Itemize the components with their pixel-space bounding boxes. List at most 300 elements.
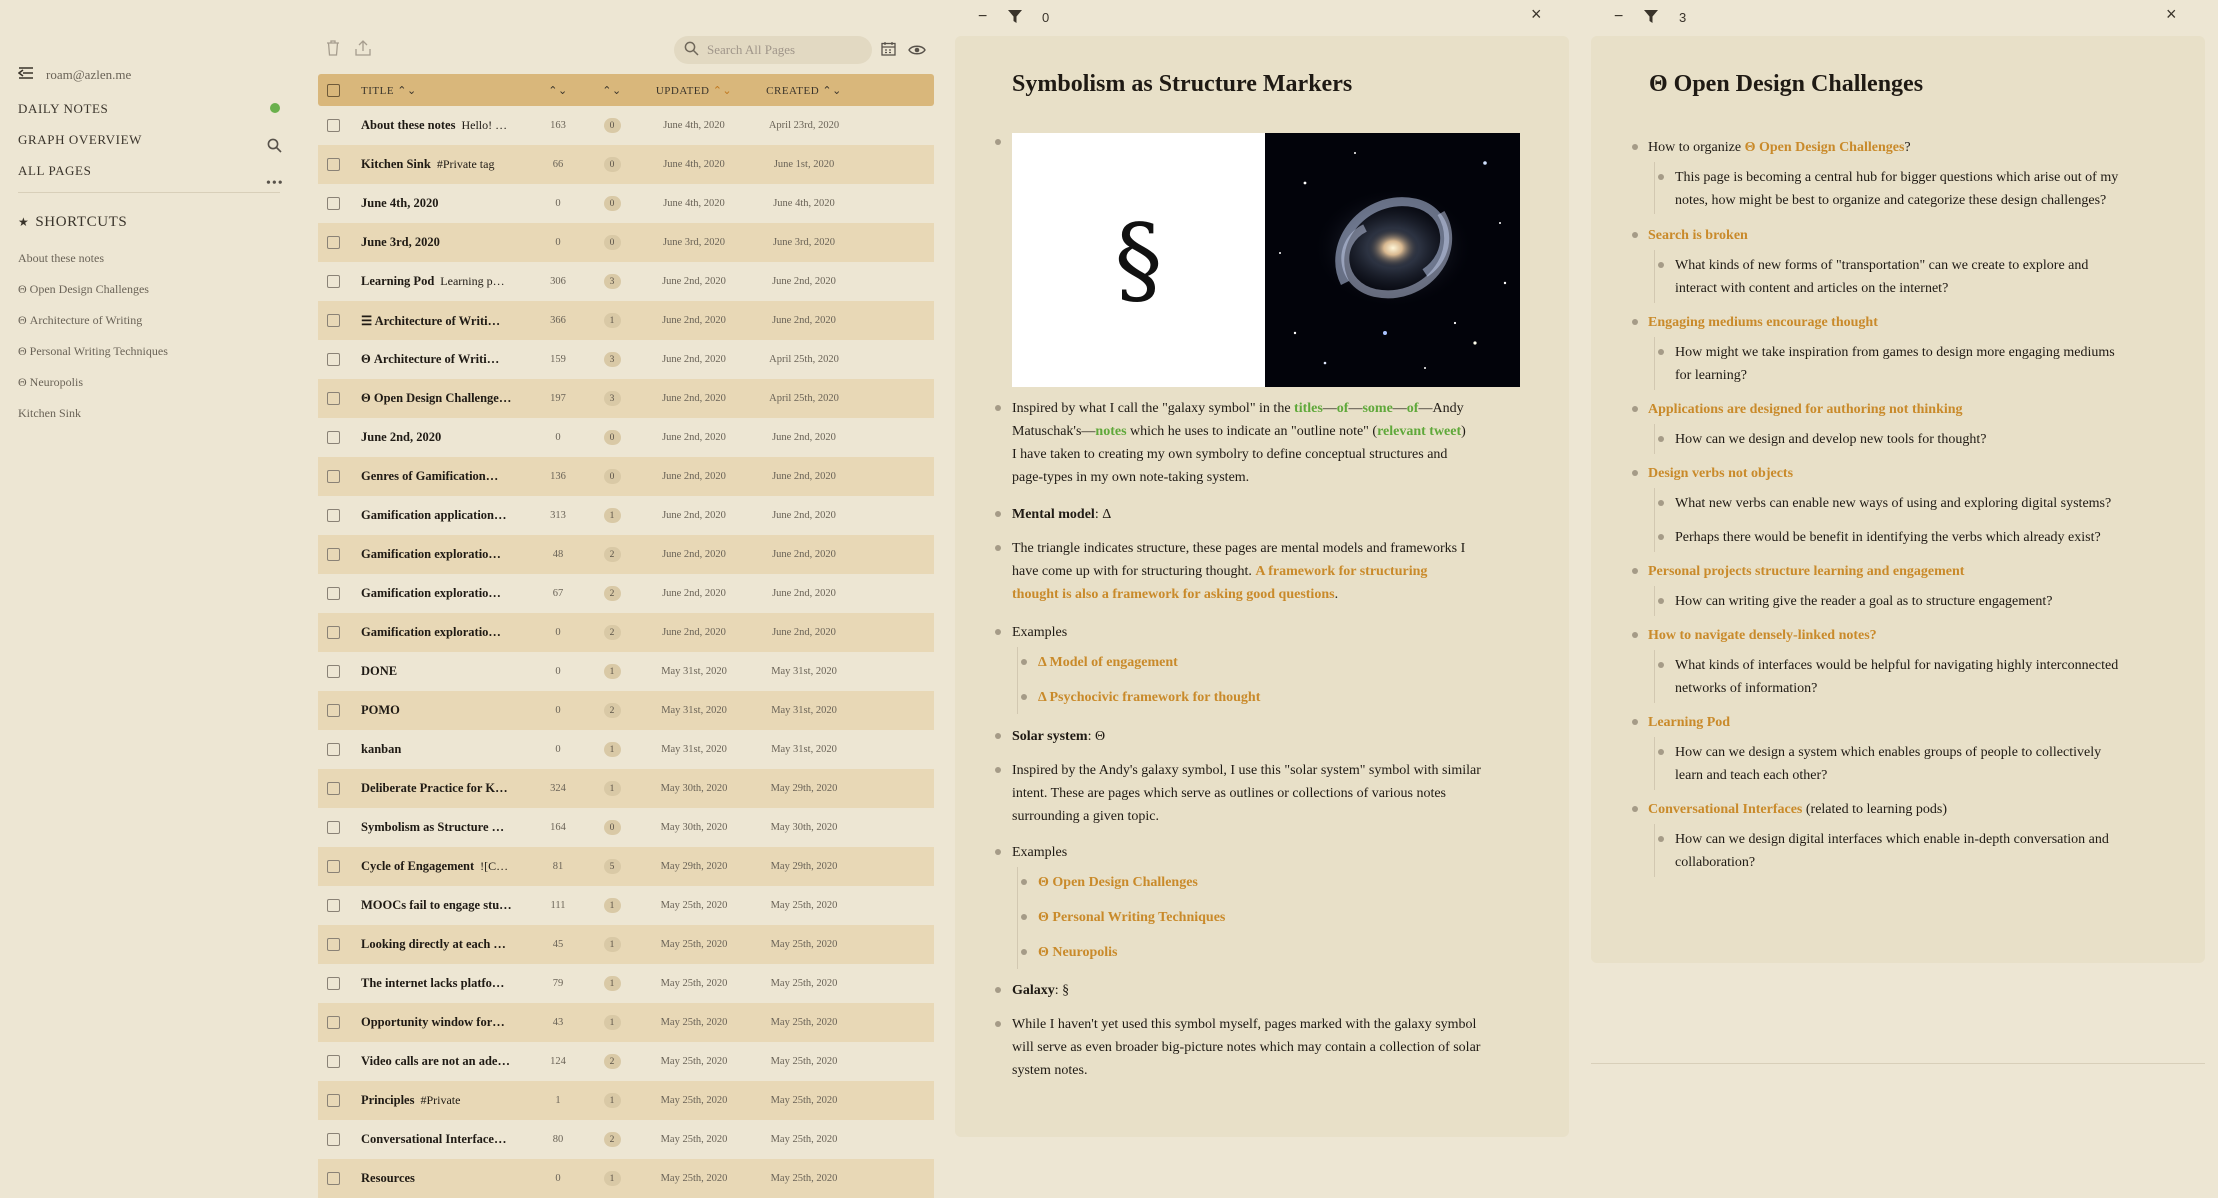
table-row[interactable] [318,808,934,847]
indent-guide [1654,488,1655,552]
bullet [995,545,1001,551]
link[interactable]: thought is also a framework for asking good questions [1012,587,1335,602]
galaxy-label: Galaxy: § [1012,983,1070,998]
link[interactable]: Θ Open Design Challenges [1744,140,1905,155]
row-checkbox[interactable] [327,860,340,873]
row-checkbox[interactable] [327,743,340,756]
column-title[interactable]: TITLE ⌃⌄ [361,84,417,97]
link[interactable]: relevant tweet [1377,424,1462,439]
row-checkbox[interactable] [327,392,340,405]
left-sidebar [0,0,300,1196]
table-row[interactable] [318,340,934,379]
bullet [995,733,1001,739]
row-checkbox[interactable] [327,509,340,522]
page-title-cell[interactable]: Kitchen Sink #Private tag [361,157,495,171]
table-row[interactable] [318,184,934,223]
reference-count: 0 [585,235,639,250]
row-checkbox[interactable] [327,158,340,171]
shortcut-item[interactable]: About these notes [18,251,104,265]
minimize-icon[interactable]: − [978,8,988,25]
bullet [995,849,1001,855]
table-row[interactable] [318,145,934,184]
bullet [995,405,1001,411]
shortcuts-header: ★ SHORTCUTS [18,214,128,230]
bullet [1632,470,1638,476]
column-updated[interactable]: UPDATED ⌃⌄ [655,84,733,97]
word-count: 163 [550,120,566,131]
bullet [1021,879,1027,885]
indent-guide [1654,737,1655,790]
link[interactable]: A framework for structuring [1255,564,1428,579]
updated-date: June 2nd, 2020 [662,354,726,365]
created-date: May 29th, 2020 [770,783,838,794]
page-title-cell[interactable]: Conversational Interface… [361,1132,507,1146]
outline-item [1648,711,2148,734]
examples-label: Examples [1012,625,1068,640]
bullet [1658,436,1664,442]
bullet [1658,836,1664,842]
bullet [1632,232,1638,238]
link[interactable]: Θ Neuropolis [1038,945,1118,960]
page-title-cell[interactable]: Gamification exploratio… [361,625,501,639]
link[interactable]: notes [1095,424,1127,439]
page-preview: Hello! … [461,118,508,132]
page-title-cell[interactable]: DONE [361,664,398,678]
link[interactable]: Engaging mediums encourage thought [1648,315,1878,330]
link[interactable]: Applications are designed for authoring not thinking [1648,402,1963,417]
row-checkbox[interactable] [327,899,340,912]
column-words[interactable] [531,84,585,97]
row-checkbox[interactable] [327,665,340,678]
bullet [1021,914,1027,920]
solar-system-label: Solar system: Θ [1012,729,1106,744]
filter-icon[interactable] [1644,10,1658,26]
shortcut-item[interactable]: Θ Personal Writing Techniques [18,344,168,358]
page-preview: #Private [420,1093,461,1107]
sort-icon[interactable]: ⌃⌄ [602,84,622,97]
reference-count: 2 [585,625,639,640]
table-row[interactable] [318,574,934,613]
row-checkbox[interactable] [327,1094,340,1107]
word-count: 324 [550,783,566,794]
sort-icon[interactable]: ⌃⌄ [397,84,417,97]
table-row[interactable] [318,652,934,691]
sidebar-divider [18,192,280,193]
bullet [995,511,1001,517]
word-count: 66 [552,159,564,170]
search-input[interactable] [674,36,872,64]
page-title-cell[interactable]: POMO [361,703,400,717]
page-title-cell[interactable]: June 2nd, 2020 [361,430,442,444]
page-preview: #Private tag [436,157,495,171]
table-row[interactable] [318,925,934,964]
table-row[interactable] [318,418,934,457]
link[interactable]: of [1336,401,1349,416]
filter-icon[interactable] [1008,10,1022,26]
created-date: April 25th, 2020 [769,354,839,365]
reference-count: 1 [585,781,639,796]
sort-icon[interactable]: ⌃⌄ [548,84,568,97]
word-count: 0 [555,237,561,248]
link[interactable]: Conversational Interfaces [1648,802,1803,817]
created-date: May 31st, 2020 [771,744,837,755]
shortcut-item[interactable]: Θ Neuropolis [18,375,83,389]
row-checkbox[interactable] [327,938,340,951]
outline-subitem: This page is becoming a central hub for bigger questions which arise out of my notes, how might be best to organize and categorize these design challenges? [1675,170,2119,208]
row-checkbox[interactable] [327,1133,340,1146]
row-checkbox[interactable] [327,977,340,990]
link[interactable]: titles [1294,401,1323,416]
page-title-cell[interactable]: About these notes Hello! … [361,118,508,132]
updated-date: May 25th, 2020 [660,900,728,911]
column-created[interactable]: CREATED ⌃⌄ [766,84,842,97]
word-count: 43 [552,1017,564,1028]
reference-count: 3 [585,352,639,367]
table-row[interactable] [318,1003,934,1042]
user-row[interactable] [18,66,131,84]
bullet [1632,719,1638,725]
word-count: 81 [552,861,564,872]
updated-date: June 2nd, 2020 [662,276,726,287]
paragraph-galaxy-symbol: Inspired by what I call the "galaxy symbol" in the titles—of—some—of—Andy Matuschak's—notes which he uses to indicate an "outline note" (relevant tweet) I have taken to creating my own symbolry to define conceptual structures and page-types in my own note-taking system. [1012,401,1466,485]
search-icon [684,41,699,60]
search-icon[interactable] [267,138,282,158]
outline-subitem: How can we design a system which enables groups of people to collectively learn and teach each other? [1675,745,2102,783]
reference-count: 3 [585,274,639,289]
page-title-cell[interactable]: June 4th, 2020 [361,196,439,210]
table-row[interactable] [318,730,934,769]
page-title: Symbolism as Structure Markers [1012,71,1353,97]
link[interactable]: Θ Open Design Challenges [1038,875,1198,890]
indent-guide [1654,250,1655,303]
table-row[interactable] [318,691,934,730]
table-row[interactable] [318,457,934,496]
table-row[interactable] [318,262,934,301]
word-count: 0 [555,666,561,677]
table-row[interactable] [318,847,934,886]
page-title-cell[interactable]: Learning Pod Learning p… [361,274,505,288]
sort-icon[interactable]: ⌃⌄ [822,84,842,97]
page-title-cell[interactable]: Opportunity window for… [361,1015,505,1029]
created-date: June 2nd, 2020 [772,276,836,287]
table-row[interactable] [318,1081,934,1120]
link[interactable]: Learning Pod [1648,715,1731,730]
updated-date: June 3rd, 2020 [662,237,726,248]
link[interactable]: Θ Personal Writing Techniques [1038,910,1226,925]
page-title-cell[interactable]: Resources [361,1171,415,1185]
bullet [1658,662,1664,668]
word-count: 48 [552,549,564,560]
bullet [1021,694,1027,700]
row-checkbox[interactable] [327,1055,340,1068]
created-date: June 2nd, 2020 [772,471,836,482]
created-date: May 31st, 2020 [771,705,837,716]
page-title-cell[interactable]: June 3rd, 2020 [361,235,440,249]
updated-date: June 4th, 2020 [663,159,725,170]
reference-count: 1 [585,1171,639,1186]
updated-date: May 31st, 2020 [661,705,727,716]
table-row[interactable] [318,964,934,1003]
shortcut-item[interactable]: Θ Open Design Challenges [18,282,149,296]
galaxy-image [1265,133,1520,387]
reference-count: 1 [585,1093,639,1108]
row-checkbox[interactable] [327,314,340,327]
word-count: 124 [550,1056,566,1067]
updated-date: May 31st, 2020 [661,744,727,755]
trash-icon[interactable] [326,40,340,60]
table-row[interactable] [318,613,934,652]
word-count: 0 [555,432,561,443]
created-date: June 2nd, 2020 [772,549,836,560]
created-date: May 29th, 2020 [770,861,838,872]
created-date: May 25th, 2020 [770,1056,838,1067]
filter-count: 0 [1042,10,1050,25]
table-row[interactable] [318,535,934,574]
outline-subitem: How can writing give the reader a goal as to structure engagement? [1675,594,2053,609]
outline-subitem: Perhaps there would be benefit in identifying the verbs which already exist? [1675,530,2101,545]
bullet [995,629,1001,635]
minimize-icon[interactable]: − [1614,8,1624,25]
reference-count: 0 [585,820,639,835]
link[interactable]: of [1406,401,1419,416]
created-date: June 3rd, 2020 [772,237,836,248]
row-checkbox[interactable] [327,548,340,561]
bullet [1658,749,1664,755]
row-checkbox[interactable] [327,626,340,639]
updated-date: June 2nd, 2020 [662,432,726,443]
word-count: 164 [550,822,566,833]
reference-count: 5 [585,859,639,874]
created-date: May 31st, 2020 [771,666,837,677]
reference-count: 1 [585,1015,639,1030]
shortcut-item[interactable]: Θ Architecture of Writing [18,313,143,327]
updated-date: June 2nd, 2020 [662,315,726,326]
page-title-cell[interactable]: Gamification exploratio… [361,547,501,561]
page-title-cell[interactable]: Θ Architecture of Writi… [361,352,500,366]
created-date: June 1st, 2020 [773,159,835,170]
updated-date: June 2nd, 2020 [662,627,726,638]
table-row[interactable] [318,886,934,925]
examples-label: Examples [1012,845,1068,860]
updated-date: May 25th, 2020 [660,1095,728,1106]
calendar-icon[interactable] [881,41,896,60]
outline-item [1648,560,2148,583]
page-title-cell[interactable]: Gamification application… [361,508,507,522]
page-title-cell[interactable]: Cycle of Engagement ![C… [361,859,509,873]
reference-count: 1 [585,898,639,913]
page-preview: ![C… [480,859,509,873]
link[interactable]: Δ Psychocivic framework for thought [1038,690,1261,705]
bullet [1632,632,1638,638]
bullet [995,767,1001,773]
close-icon[interactable]: × [2166,4,2177,24]
row-checkbox[interactable] [327,197,340,210]
updated-date: May 25th, 2020 [660,978,728,989]
bullet [1658,262,1664,268]
bullet [1658,174,1664,180]
bullet [1632,319,1638,325]
page-title-cell[interactable]: Genres of Gamification… [361,469,499,483]
table-row[interactable] [318,223,934,262]
row-checkbox[interactable] [327,470,340,483]
updated-date: June 2nd, 2020 [662,549,726,560]
updated-date: May 30th, 2020 [660,783,728,794]
created-date: June 2nd, 2020 [772,432,836,443]
indent-guide [1654,337,1655,390]
page-title-cell[interactable]: kanban [361,742,402,756]
indent-guide [1654,424,1655,454]
outline-subitem: What new verbs can enable new ways of using and exploring digital systems? [1675,496,2112,511]
column-refs[interactable] [585,84,639,97]
collapse-sidebar-icon[interactable] [18,66,34,84]
outline-item [1648,624,2148,647]
sort-desc-icon[interactable]: ⌃⌄ [712,84,733,97]
row-checkbox[interactable] [327,782,340,795]
page-title-cell[interactable]: The internet lacks platfo… [361,976,505,990]
created-date: May 25th, 2020 [770,1095,838,1106]
created-date: May 25th, 2020 [770,1134,838,1145]
created-date: June 2nd, 2020 [772,627,836,638]
reference-count: 0 [585,118,639,133]
outline-item: Conversational Interfaces (related to learning pods) [1648,802,1947,817]
more-options-icon[interactable]: ••• [266,176,284,191]
star-icon: ★ [18,215,30,229]
mental-model-label: Mental model: Δ [1012,507,1112,522]
row-checkbox[interactable] [327,431,340,444]
shortcut-item[interactable]: Kitchen Sink [18,406,81,420]
updated-date: May 25th, 2020 [660,939,728,950]
row-checkbox[interactable] [327,353,340,366]
reference-count: 0 [585,196,639,211]
bullet [1658,500,1664,506]
bullet [1632,806,1638,812]
page-title-cell[interactable]: ☰ Architecture of Writi… [361,313,501,328]
page-title-cell[interactable]: Deliberate Practice for K… [361,781,508,795]
table-row[interactable] [318,106,934,145]
word-count: 136 [550,471,566,482]
table-row[interactable] [318,379,934,418]
row-checkbox[interactable] [327,704,340,717]
updated-date: May 29th, 2020 [660,861,728,872]
bullet [1658,598,1664,604]
word-count: 197 [550,393,566,404]
eye-icon[interactable] [908,42,926,60]
paragraph-galaxy: While I haven't yet used this symbol myself, pages marked with the galaxy symbol will serve as even broader big-picture notes which may contain a collection of solar system notes. [1012,1017,1481,1078]
user-email: roam@azlen.me [46,67,132,82]
reference-count: 0 [585,157,639,172]
bullet [1658,349,1664,355]
row-checkbox[interactable] [327,1172,340,1185]
link[interactable]: Δ Model of engagement [1038,655,1178,670]
created-date: June 2nd, 2020 [772,315,836,326]
updated-date: June 2nd, 2020 [662,510,726,521]
reference-count: 3 [585,391,639,406]
panel-divider [1591,1063,2205,1064]
page-title-cell[interactable]: Looking directly at each … [361,937,506,951]
created-date: May 25th, 2020 [770,900,838,911]
nav-daily-notes[interactable]: DAILY NOTES [18,101,109,116]
updated-date: May 25th, 2020 [660,1056,728,1067]
created-date: May 30th, 2020 [770,822,838,833]
table-header [318,74,934,106]
export-icon[interactable] [355,40,371,60]
reference-count: 2 [585,1054,639,1069]
table-row[interactable] [318,1120,934,1159]
link[interactable]: Search is broken [1648,228,1748,243]
outline-item: How to organize Θ Open Design Challenges? [1648,140,1911,155]
paragraph-solar: Inspired by the Andy's galaxy symbol, I use this "solar system" symbol with similar intent. These are pages which serve as outlines or collections of various notes surrounding a given topic. [1012,763,1481,824]
updated-date: May 25th, 2020 [660,1017,728,1028]
page-title-cell[interactable]: Video calls are not an ade… [361,1054,510,1068]
indent-guide [1017,647,1018,714]
row-checkbox[interactable] [327,1016,340,1029]
page-title-cell[interactable]: Θ Open Design Challenge… [361,391,512,405]
row-checkbox[interactable] [327,821,340,834]
close-icon[interactable]: × [1531,4,1542,24]
indent-guide [1654,162,1655,214]
updated-date: May 25th, 2020 [660,1134,728,1145]
bullet [1632,568,1638,574]
page-title-cell[interactable]: MOOCs fail to engage stu… [361,898,512,912]
updated-date: June 4th, 2020 [663,120,725,131]
word-count: 366 [550,315,566,326]
link[interactable]: some [1362,401,1393,416]
nav-graph-overview[interactable]: GRAPH OVERVIEW [18,132,142,147]
table-row[interactable] [318,496,934,535]
word-count: 0 [555,744,561,755]
page-title-cell[interactable]: Principles #Private [361,1093,461,1107]
created-date: May 25th, 2020 [770,1173,838,1184]
reference-count: 0 [585,430,639,445]
updated-date: May 31st, 2020 [661,666,727,677]
created-date: May 25th, 2020 [770,978,838,989]
row-checkbox[interactable] [327,119,340,132]
link[interactable]: Personal projects structure learning and engagement [1648,564,1965,579]
bullet [995,987,1001,993]
search-placeholder: Search All Pages [707,42,796,57]
select-all-checkbox[interactable] [327,84,340,97]
table-row[interactable] [318,769,934,808]
reference-count: 1 [585,937,639,952]
updated-date: May 25th, 2020 [660,1173,728,1184]
created-date: April 25th, 2020 [769,393,839,404]
bullet [1021,949,1027,955]
indent-guide [1654,650,1655,703]
row-checkbox[interactable] [327,587,340,600]
all-pages-table [318,74,934,1198]
table-row[interactable] [318,1159,934,1198]
row-checkbox[interactable] [327,236,340,249]
bullet [1632,406,1638,412]
word-count: 313 [550,510,566,521]
row-checkbox[interactable] [327,275,340,288]
page-title-cell[interactable]: Symbolism as Structure … [361,820,505,834]
updated-date: June 2nd, 2020 [662,393,726,404]
updated-date: June 2nd, 2020 [662,471,726,482]
nav-all-pages[interactable]: ALL PAGES [18,163,92,178]
table-row[interactable] [318,301,934,340]
table-row[interactable] [318,1042,934,1081]
word-count: 306 [550,276,566,287]
link[interactable]: How to navigate densely-linked notes? [1648,628,1877,643]
created-date: April 23rd, 2020 [768,120,840,131]
word-count: 45 [552,939,564,950]
link[interactable]: Design verbs not objects [1648,466,1794,481]
bullet [1632,144,1638,150]
bullet [1021,659,1027,665]
page-title-cell[interactable]: Gamification exploratio… [361,586,501,600]
word-count: 1 [555,1095,561,1106]
